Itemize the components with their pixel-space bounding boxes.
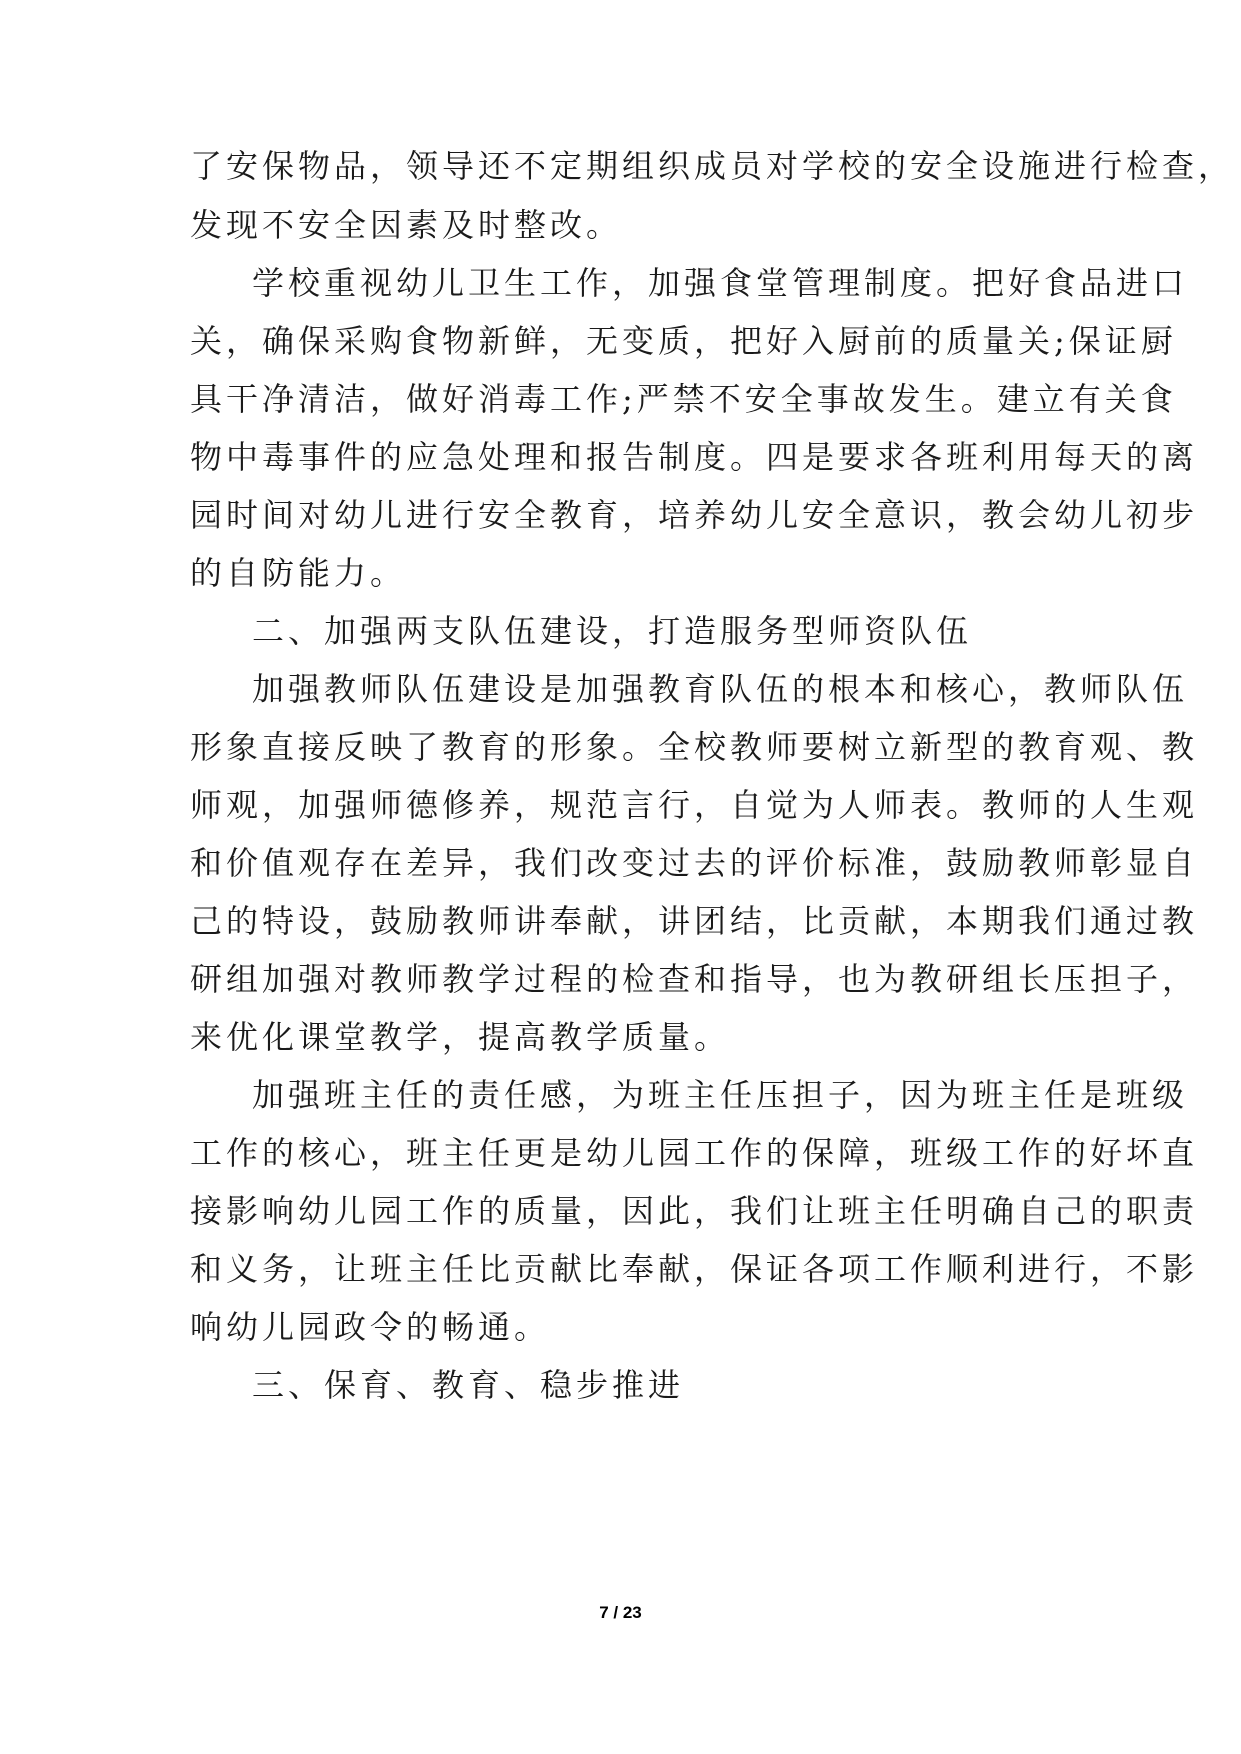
page-number: 7 / 23 bbox=[599, 1603, 642, 1622]
text-line: 形象直接反映了教育的形象。全校教师要树立新型的教育观、教 bbox=[190, 728, 1199, 766]
paragraph-start: 学校重视幼儿卫生工作，加强食堂管理制度。把好食品进口 bbox=[252, 264, 1189, 302]
text-line: 来优化课堂教学，提高教学质量。 bbox=[190, 1018, 731, 1056]
text-line: 响幼儿园政令的畅通。 bbox=[190, 1308, 551, 1346]
text-line: 工作的核心，班主任更是幼儿园工作的保障，班级工作的好坏直 bbox=[190, 1134, 1199, 1172]
text-line: 己的特设，鼓励教师讲奉献，讲团结，比贡献，本期我们通过教 bbox=[190, 902, 1199, 940]
text-line: 发现不安全因素及时整改。 bbox=[190, 206, 623, 244]
text-line: 物中毒事件的应急处理和报告制度。四是要求各班利用每天的离 bbox=[190, 438, 1199, 476]
text-line: 具干净清洁，做好消毒工作;严禁不安全事故发生。建立有关食 bbox=[190, 380, 1177, 418]
section-heading: 二、加强两支队伍建设，打造服务型师资队伍 bbox=[252, 612, 973, 650]
text-line: 的自防能力。 bbox=[190, 554, 407, 592]
text-line: 师观，加强师德修养，规范言行，自觉为人师表。教师的人生观 bbox=[190, 786, 1199, 824]
text-line: 接影响幼儿园工作的质量，因此，我们让班主任明确自己的职责 bbox=[190, 1192, 1199, 1230]
text-line: 了安保物品，领导还不定期组织成员对学校的安全设施进行检查， bbox=[190, 147, 1235, 185]
text-line: 研组加强对教师教学过程的检查和指导，也为教研组长压担子， bbox=[190, 960, 1199, 998]
text-line: 和义务，让班主任比贡献比奉献，保证各项工作顺利进行，不影 bbox=[190, 1250, 1199, 1288]
text-line: 关，确保采购食物新鲜，无变质，把好入厨前的质量关;保证厨 bbox=[190, 322, 1177, 360]
section-heading: 三、保育、教育、稳步推进 bbox=[252, 1366, 685, 1404]
text-line: 园时间对幼儿进行安全教育，培养幼儿安全意识，教会幼儿初步 bbox=[190, 496, 1199, 534]
paragraph-start: 加强班主任的责任感，为班主任压担子，因为班主任是班级 bbox=[252, 1076, 1189, 1114]
paragraph-start: 加强教师队伍建设是加强教育队伍的根本和核心，教师队伍 bbox=[252, 670, 1189, 708]
text-line: 和价值观存在差异，我们改变过去的评价标准，鼓励教师彰显自 bbox=[190, 844, 1199, 882]
